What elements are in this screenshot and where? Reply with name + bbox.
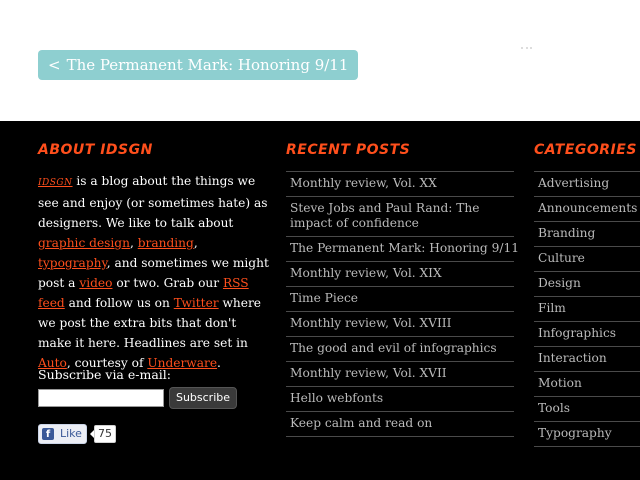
rss-feed-link[interactable]: RSS feed	[38, 276, 249, 310]
category-link[interactable]: Design	[534, 272, 640, 297]
about-text-segment: , courtesy of	[66, 356, 148, 370]
recent-post-link[interactable]: Monthly review, Vol. XIX	[286, 262, 514, 287]
about-text-segment: and follow us on	[64, 296, 174, 310]
recent-post-link[interactable]: Monthly review, Vol. XX	[286, 172, 514, 197]
categories-list	[534, 171, 640, 447]
about-text-segment: , and sometimes we might post a	[38, 256, 269, 290]
underware-link[interactable]: Underware	[147, 356, 218, 370]
page-top	[0, 0, 640, 121]
branding-link[interactable]: branding	[137, 236, 194, 250]
like-count: 75	[94, 425, 116, 443]
previous-post-label: The Permanent Mark: Honoring 9/11	[66, 56, 349, 74]
recent-post-link[interactable]: Monthly review, Vol. XVII	[286, 362, 514, 387]
typography-link[interactable]: typography	[38, 256, 107, 270]
about-text-segment: or two. Grab our	[112, 276, 223, 290]
category-link[interactable]: Branding	[534, 222, 640, 247]
about-text-segment: ,	[129, 236, 138, 250]
twitter-link[interactable]: Twitter	[173, 296, 219, 310]
email-field[interactable]	[38, 389, 164, 407]
category-link[interactable]: Typography	[534, 422, 640, 447]
category-link[interactable]: Culture	[534, 247, 640, 272]
recent-post-link[interactable]: Keep calm and read on	[286, 412, 514, 437]
recent-post-link[interactable]: Monthly review, Vol. XVIII	[286, 312, 514, 337]
graphic-design-link[interactable]: graphic design	[38, 236, 130, 250]
category-link[interactable]: Announcements	[534, 197, 640, 222]
recent-post-link[interactable]: Time Piece	[286, 287, 514, 312]
auto-font-link[interactable]: Auto	[38, 356, 67, 370]
like-label: Like	[60, 427, 82, 440]
category-link[interactable]: Infographics	[534, 322, 640, 347]
video-link[interactable]: video	[79, 276, 113, 290]
recent-post-link[interactable]: The good and evil of infographics	[286, 337, 514, 362]
facebook-icon: f	[42, 428, 54, 440]
recent-post-link[interactable]: Steve Jobs and Paul Rand: The impact of confidence	[286, 197, 514, 237]
about-text	[38, 171, 270, 373]
previous-post-button[interactable]	[38, 50, 358, 80]
category-link[interactable]: Interaction	[534, 347, 640, 372]
brand-link[interactable]: IDSGN	[38, 178, 73, 188]
facebook-like-button[interactable]	[38, 424, 87, 444]
recent-post-link[interactable]: Hello webfonts	[286, 387, 514, 412]
recent-posts-list	[286, 171, 519, 437]
category-link[interactable]: Film	[534, 297, 640, 322]
decorative-dots	[521, 47, 533, 50]
recent-post-link[interactable]: The Permanent Mark: Honoring 9/11	[286, 237, 514, 262]
about-text-segment: where we post the extra bits that don't make it here. Headlines are set in	[38, 296, 262, 350]
recent-posts-heading: RECENT POSTS	[286, 142, 411, 158]
about-text-segment: .	[217, 356, 221, 370]
category-link[interactable]: Advertising	[534, 172, 640, 197]
category-link[interactable]: Motion	[534, 372, 640, 397]
category-link[interactable]: Tools	[534, 397, 640, 422]
subscribe-button[interactable]: Subscribe	[169, 387, 237, 409]
about-heading: ABOUT IDSGN	[38, 142, 153, 158]
about-text-segment: is a blog about the things we see and enjoy (or sometimes hate) as designers. We like to talk about	[38, 174, 268, 230]
categories-heading: CATEGORIES	[534, 142, 637, 158]
about-text-segment: ,	[193, 236, 198, 250]
chevron-left-icon: <	[48, 56, 61, 74]
subscribe-label: Subscribe via e-mail:	[38, 367, 171, 382]
